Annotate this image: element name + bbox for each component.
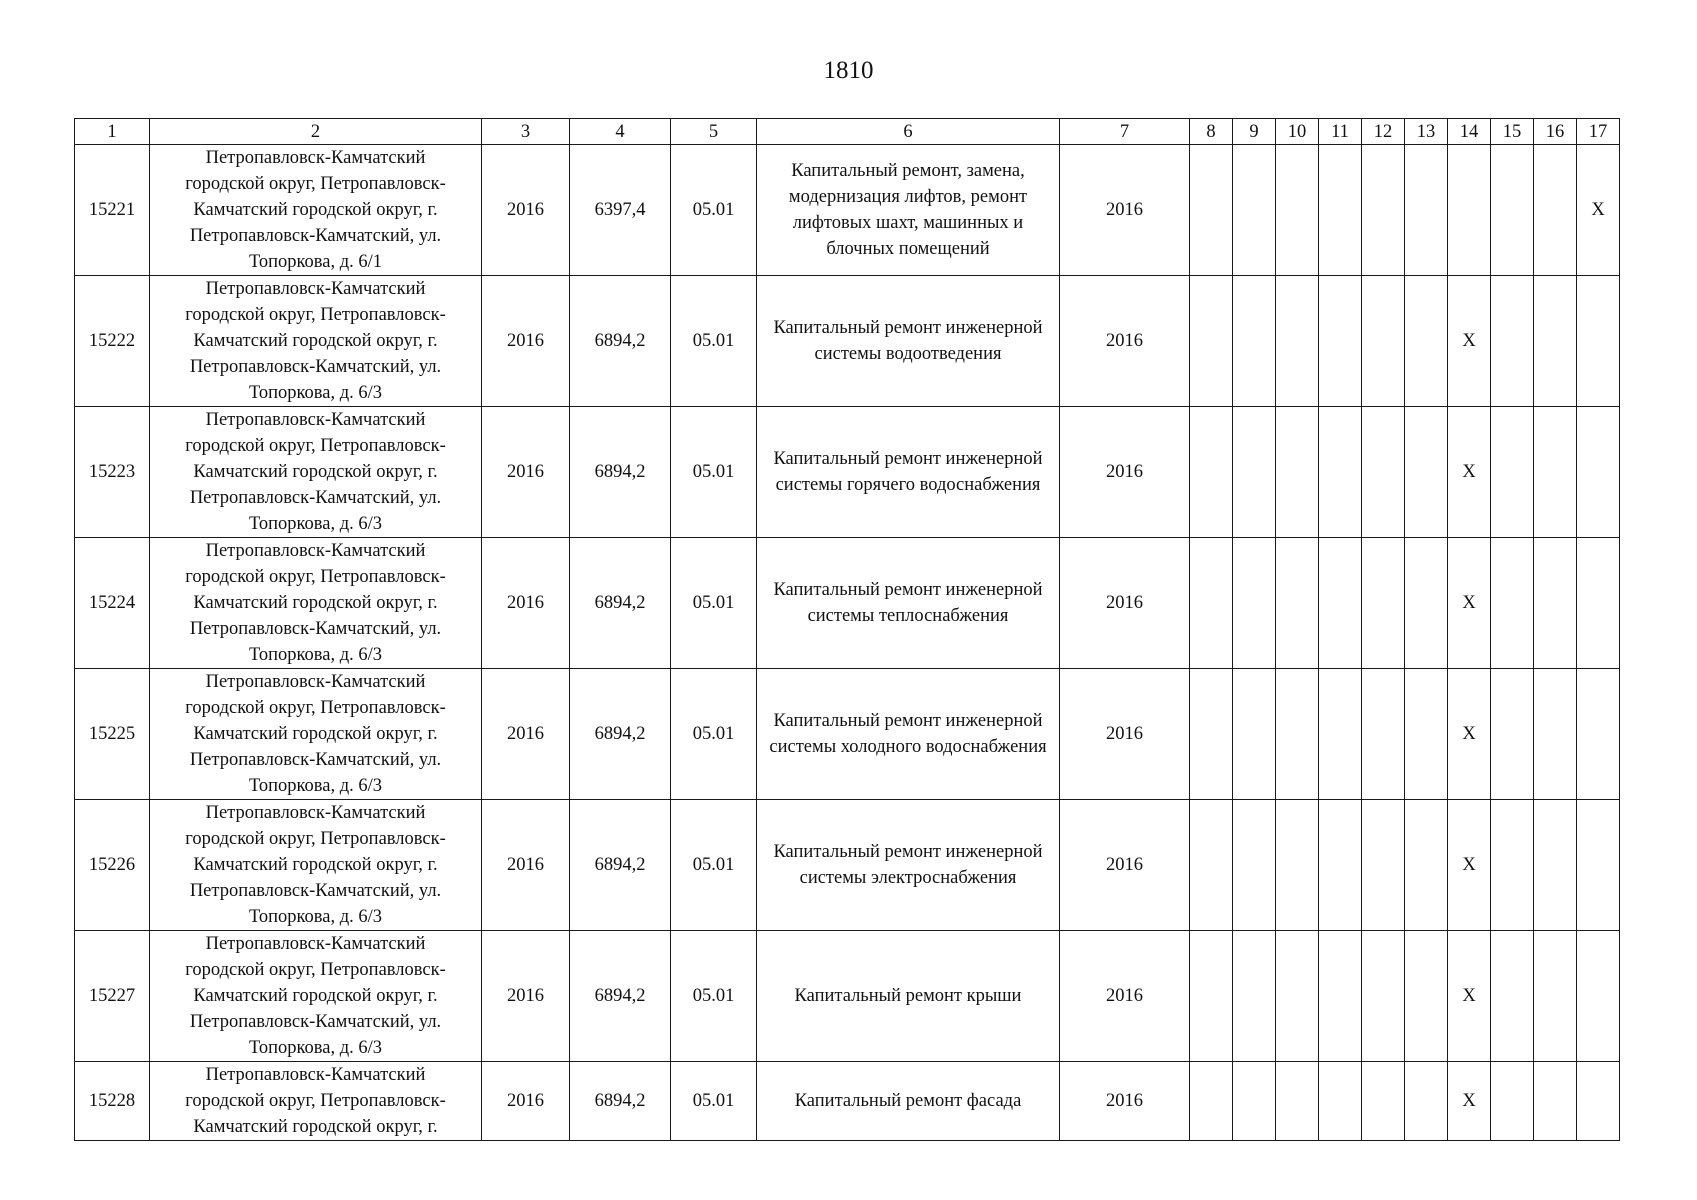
- cell-address: [150, 538, 482, 669]
- address-text: Петропавловск-Камчатский городской округ, Петропавловск-Камчатский городской округ, г. Петропавловск-Камчатский, ул. Топоркова, д. 6/1: [185, 148, 446, 272]
- cell-mark-col-10: [1276, 800, 1319, 931]
- cell-mark-col-12: [1362, 800, 1405, 931]
- column-header: 4: [570, 119, 671, 145]
- cell-mark-col-9: [1233, 800, 1276, 931]
- cell-mark-col-15: [1491, 800, 1534, 931]
- cell-mark-col-17: [1577, 407, 1620, 538]
- cell-mark-col-10: [1276, 931, 1319, 1062]
- cell-mark-col-11: [1319, 276, 1362, 407]
- cell-mark-col-11: [1319, 669, 1362, 800]
- cell-planned-year: 2016: [1060, 276, 1190, 407]
- address-text: Петропавловск-Камчатский городской округ, Петропавловск-Камчатский городской округ, г. Петропавловск-Камчатский, ул. Топоркова, д. 6/3: [185, 672, 446, 796]
- cell-mark-col-9: [1233, 1062, 1276, 1141]
- cell-area: 6894,2: [570, 276, 671, 407]
- table-header-row: [75, 119, 1620, 145]
- cell-work-type: Капитальный ремонт инженерной системы холодного водоснабжения: [757, 669, 1060, 800]
- cell-mark-col-14: X: [1448, 276, 1491, 407]
- cell-mark-col-13: [1405, 931, 1448, 1062]
- cell-mark-col-10: [1276, 538, 1319, 669]
- cell-record-id: 15228: [75, 1062, 150, 1141]
- cell-code: 05.01: [671, 407, 757, 538]
- cell-work-type: Капитальный ремонт инженерной системы горячего водоснабжения: [757, 407, 1060, 538]
- cell-mark-col-9: [1233, 931, 1276, 1062]
- cell-mark-col-15: [1491, 931, 1534, 1062]
- cell-mark-col-14: X: [1448, 1062, 1491, 1141]
- column-header: 9: [1233, 119, 1276, 145]
- repair-registry-table: [74, 118, 1620, 1141]
- cell-mark-col-9: [1233, 276, 1276, 407]
- cell-code: 05.01: [671, 1062, 757, 1141]
- cell-mark-col-9: [1233, 407, 1276, 538]
- cell-planned-year: 2016: [1060, 538, 1190, 669]
- cell-mark-col-9: [1233, 669, 1276, 800]
- cell-address: [150, 276, 482, 407]
- cell-mark-col-16: [1534, 407, 1577, 538]
- cell-record-id: 15225: [75, 669, 150, 800]
- cell-record-id: 15224: [75, 538, 150, 669]
- cell-planned-year: 2016: [1060, 1062, 1190, 1141]
- cell-mark-col-12: [1362, 669, 1405, 800]
- cell-mark-col-12: [1362, 1062, 1405, 1141]
- cell-mark-col-17: [1577, 800, 1620, 931]
- cell-planned-year: 2016: [1060, 407, 1190, 538]
- cell-mark-col-8: [1190, 1062, 1233, 1141]
- table-row: [75, 931, 1620, 1062]
- cell-mark-col-17: [1577, 669, 1620, 800]
- cell-mark-col-16: [1534, 276, 1577, 407]
- cell-planned-year: 2016: [1060, 800, 1190, 931]
- cell-mark-col-16: [1534, 669, 1577, 800]
- cell-mark-col-14: X: [1448, 800, 1491, 931]
- cell-mark-col-14: X: [1448, 407, 1491, 538]
- cell-mark-col-12: [1362, 407, 1405, 538]
- cell-mark-col-11: [1319, 145, 1362, 276]
- cell-code: 05.01: [671, 538, 757, 669]
- cell-mark-col-11: [1319, 931, 1362, 1062]
- cell-mark-col-11: [1319, 538, 1362, 669]
- table-row: [75, 1062, 1620, 1141]
- cell-year: 2016: [482, 931, 570, 1062]
- column-header: 5: [671, 119, 757, 145]
- column-header: 2: [150, 119, 482, 145]
- address-text: Петропавловск-Камчатский городской округ, Петропавловск-Камчатский городской округ, г. Петропавловск-Камчатский, ул. Топоркова, д. 6/3: [185, 279, 446, 403]
- page-number: 1810: [823, 57, 874, 84]
- column-header: 16: [1534, 119, 1577, 145]
- cell-year: 2016: [482, 145, 570, 276]
- column-header: 8: [1190, 119, 1233, 145]
- cell-mark-col-10: [1276, 407, 1319, 538]
- cell-year: 2016: [482, 1062, 570, 1141]
- cell-mark-col-11: [1319, 1062, 1362, 1141]
- cell-code: 05.01: [671, 276, 757, 407]
- cell-mark-col-17: [1577, 276, 1620, 407]
- cell-mark-col-8: [1190, 931, 1233, 1062]
- cell-mark-col-11: [1319, 407, 1362, 538]
- cell-mark-col-15: [1491, 407, 1534, 538]
- cell-area: 6894,2: [570, 669, 671, 800]
- cell-mark-col-16: [1534, 1062, 1577, 1141]
- cell-mark-col-12: [1362, 931, 1405, 1062]
- cell-address: [150, 800, 482, 931]
- table-row: [75, 145, 1620, 276]
- cell-mark-col-10: [1276, 276, 1319, 407]
- cell-mark-col-14: X: [1448, 931, 1491, 1062]
- cell-mark-col-14: X: [1448, 538, 1491, 669]
- cell-record-id: 15223: [75, 407, 150, 538]
- cell-record-id: 15222: [75, 276, 150, 407]
- cell-area: 6894,2: [570, 538, 671, 669]
- cell-mark-col-10: [1276, 145, 1319, 276]
- cell-work-type: Капитальный ремонт крыши: [757, 931, 1060, 1062]
- cell-mark-col-13: [1405, 800, 1448, 931]
- cell-address: [150, 669, 482, 800]
- cell-code: 05.01: [671, 800, 757, 931]
- cell-mark-col-8: [1190, 145, 1233, 276]
- cell-area: 6894,2: [570, 1062, 671, 1141]
- column-header: 14: [1448, 119, 1491, 145]
- cell-year: 2016: [482, 407, 570, 538]
- cell-mark-col-13: [1405, 407, 1448, 538]
- address-text: Петропавловск-Камчатский городской округ, Петропавловск-Камчатский городской округ, г. Петропавловск-Камчатский, ул. Топоркова, д. 6/3: [185, 934, 446, 1058]
- cell-mark-col-16: [1534, 800, 1577, 931]
- cell-record-id: 15226: [75, 800, 150, 931]
- table-row: [75, 669, 1620, 800]
- address-text: Петропавловск-Камчатский городской округ, Петропавловск-Камчатский городской округ, г.: [185, 1065, 446, 1137]
- cell-mark-col-16: [1534, 145, 1577, 276]
- cell-area: 6894,2: [570, 407, 671, 538]
- cell-mark-col-17: [1577, 538, 1620, 669]
- cell-mark-col-15: [1491, 145, 1534, 276]
- table-row: [75, 407, 1620, 538]
- cell-planned-year: 2016: [1060, 145, 1190, 276]
- cell-address: [150, 145, 482, 276]
- cell-mark-col-16: [1534, 538, 1577, 669]
- cell-area: 6397,4: [570, 145, 671, 276]
- cell-mark-col-16: [1534, 931, 1577, 1062]
- cell-area: 6894,2: [570, 800, 671, 931]
- cell-mark-col-12: [1362, 538, 1405, 669]
- cell-year: 2016: [482, 538, 570, 669]
- cell-mark-col-9: [1233, 145, 1276, 276]
- column-header: 10: [1276, 119, 1319, 145]
- cell-mark-col-15: [1491, 538, 1534, 669]
- cell-code: 05.01: [671, 669, 757, 800]
- column-header: 12: [1362, 119, 1405, 145]
- cell-record-id: 15221: [75, 145, 150, 276]
- cell-mark-col-8: [1190, 538, 1233, 669]
- cell-work-type: Капитальный ремонт, замена, модернизация лифтов, ремонт лифтовых шахт, машинных и блочных помещений: [757, 145, 1060, 276]
- cell-year: 2016: [482, 800, 570, 931]
- column-header: 7: [1060, 119, 1190, 145]
- cell-work-type: Капитальный ремонт инженерной системы электроснабжения: [757, 800, 1060, 931]
- cell-mark-col-13: [1405, 1062, 1448, 1141]
- cell-mark-col-12: [1362, 276, 1405, 407]
- table-row: [75, 538, 1620, 669]
- cell-mark-col-13: [1405, 669, 1448, 800]
- cell-mark-col-13: [1405, 145, 1448, 276]
- cell-record-id: 15227: [75, 931, 150, 1062]
- cell-code: 05.01: [671, 931, 757, 1062]
- cell-mark-col-8: [1190, 669, 1233, 800]
- table-row: [75, 276, 1620, 407]
- cell-planned-year: 2016: [1060, 931, 1190, 1062]
- cell-mark-col-14: X: [1448, 669, 1491, 800]
- cell-mark-col-17: X: [1577, 145, 1620, 276]
- cell-mark-col-15: [1491, 276, 1534, 407]
- column-header: 13: [1405, 119, 1448, 145]
- table-row: [75, 800, 1620, 931]
- address-text: Петропавловск-Камчатский городской округ, Петропавловск-Камчатский городской округ, г. Петропавловск-Камчатский, ул. Топоркова, д. 6/3: [185, 803, 446, 927]
- cell-area: 6894,2: [570, 931, 671, 1062]
- address-text: Петропавловск-Камчатский городской округ, Петропавловск-Камчатский городской округ, г. Петропавловск-Камчатский, ул. Топоркова, д. 6/3: [185, 410, 446, 534]
- cell-mark-col-11: [1319, 800, 1362, 931]
- cell-year: 2016: [482, 276, 570, 407]
- cell-mark-col-17: [1577, 1062, 1620, 1141]
- column-header: 15: [1491, 119, 1534, 145]
- cell-mark-col-15: [1491, 669, 1534, 800]
- cell-mark-col-8: [1190, 800, 1233, 931]
- cell-year: 2016: [482, 669, 570, 800]
- cell-mark-col-9: [1233, 538, 1276, 669]
- cell-mark-col-13: [1405, 276, 1448, 407]
- cell-mark-col-17: [1577, 931, 1620, 1062]
- cell-address: [150, 1062, 482, 1141]
- cell-mark-col-10: [1276, 1062, 1319, 1141]
- column-header: 6: [757, 119, 1060, 145]
- column-header: 3: [482, 119, 570, 145]
- column-header: 11: [1319, 119, 1362, 145]
- cell-mark-col-10: [1276, 669, 1319, 800]
- cell-mark-col-13: [1405, 538, 1448, 669]
- cell-work-type: Капитальный ремонт фасада: [757, 1062, 1060, 1141]
- cell-planned-year: 2016: [1060, 669, 1190, 800]
- cell-address: [150, 407, 482, 538]
- cell-mark-col-12: [1362, 145, 1405, 276]
- cell-mark-col-8: [1190, 407, 1233, 538]
- column-header: 17: [1577, 119, 1620, 145]
- cell-address: [150, 931, 482, 1062]
- cell-work-type: Капитальный ремонт инженерной системы теплоснабжения: [757, 538, 1060, 669]
- cell-mark-col-15: [1491, 1062, 1534, 1141]
- column-header: 1: [75, 119, 150, 145]
- cell-code: 05.01: [671, 145, 757, 276]
- cell-mark-col-8: [1190, 276, 1233, 407]
- cell-mark-col-14: [1448, 145, 1491, 276]
- cell-work-type: Капитальный ремонт инженерной системы водоотведения: [757, 276, 1060, 407]
- address-text: Петропавловск-Камчатский городской округ, Петропавловск-Камчатский городской округ, г. Петропавловск-Камчатский, ул. Топоркова, д. 6/3: [185, 541, 446, 665]
